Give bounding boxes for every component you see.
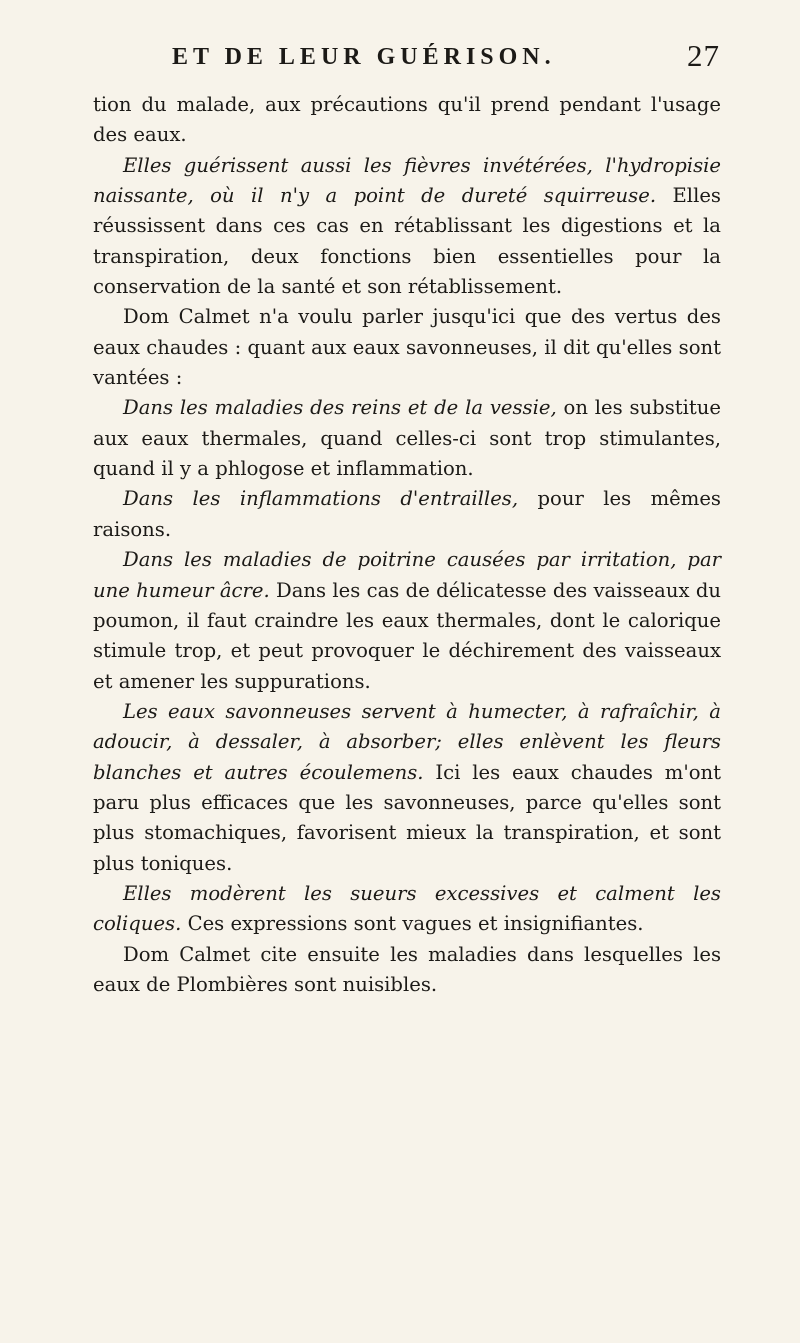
text-segment: Dom Calmet cite ensuite les maladies dans lesquelles les eaux de Plombières sont nuisibles. [93,942,721,996]
page-header [92,36,720,78]
text-segment: Dom Calmet n'a voulu parler jusqu'ici que des vertus des eaux chaudes : quant aux eaux savonneuses, il dit qu'elles sont vantées : [93,305,721,390]
text-segment: Ici les eaux chaudes m'ont paru plus efficaces que les savonneuses, parce qu'elles sont plus stomachiques, favorisent mieux la transpiration, et sont plus toniques. [93,760,722,875]
italic-segment: Elles modèrent les sueurs excessives et calment les coliques. [93,881,721,936]
italic-segment: Dans les inflammations d'entrailles, [123,487,519,511]
text-segment: Ces expressions sont vagues et insignifiantes. [181,912,644,936]
paragraph [93,697,721,879]
paragraph [93,940,721,1001]
italic-segment: Dans les maladies de poitrine causées par irritation, par une humeur âcre. [93,548,721,602]
text-segment: Elles réussissent dans ces cas en rétablissant les digestions et la transpiration, deux fonctions bien essentielles pour la conservation de la santé et son rétablissement. [93,184,721,299]
paragraph [93,151,721,303]
text-segment: Dans les cas de délicatesse des vaisseaux du poumon, il faut craindre les eaux thermales, dont le calorique stimule trop, et peut provoquer le déchirement des vaisseaux et amener les suppurations. [93,578,721,693]
text-segment: on les substitue aux eaux thermales, quand celles-ci sont trop stimulantes, quand il y a phlogose et inflammation. [93,396,721,481]
italic-segment: Dans les maladies des reins et de la vessie, [123,396,557,420]
paragraph [93,393,721,484]
paragraph [93,545,721,697]
paragraph [93,90,721,151]
body-text [93,90,721,1000]
paragraph [93,484,721,545]
italic-segment: Les eaux savonneuses servent à humecter, à rafraîchir, à adoucir, à dessaler, à absorber; elles enlèvent les fleurs blanches et autres écoulemens. [93,699,721,784]
italic-segment: Elles guérissent aussi les fièvres invétérées, l'hydropisie naissante, où il n'y a point de dureté squirreuse. [93,153,721,208]
text-segment: pour les mêmes raisons. [93,487,721,541]
text-segment: tion du malade, aux précautions qu'il prend pendant l'usage des eaux. [93,93,721,147]
paragraph [93,302,721,393]
page-number: 27 [687,38,720,73]
paragraph [93,879,721,940]
running-title: ET DE LEUR GUÉRISON. [172,44,556,70]
